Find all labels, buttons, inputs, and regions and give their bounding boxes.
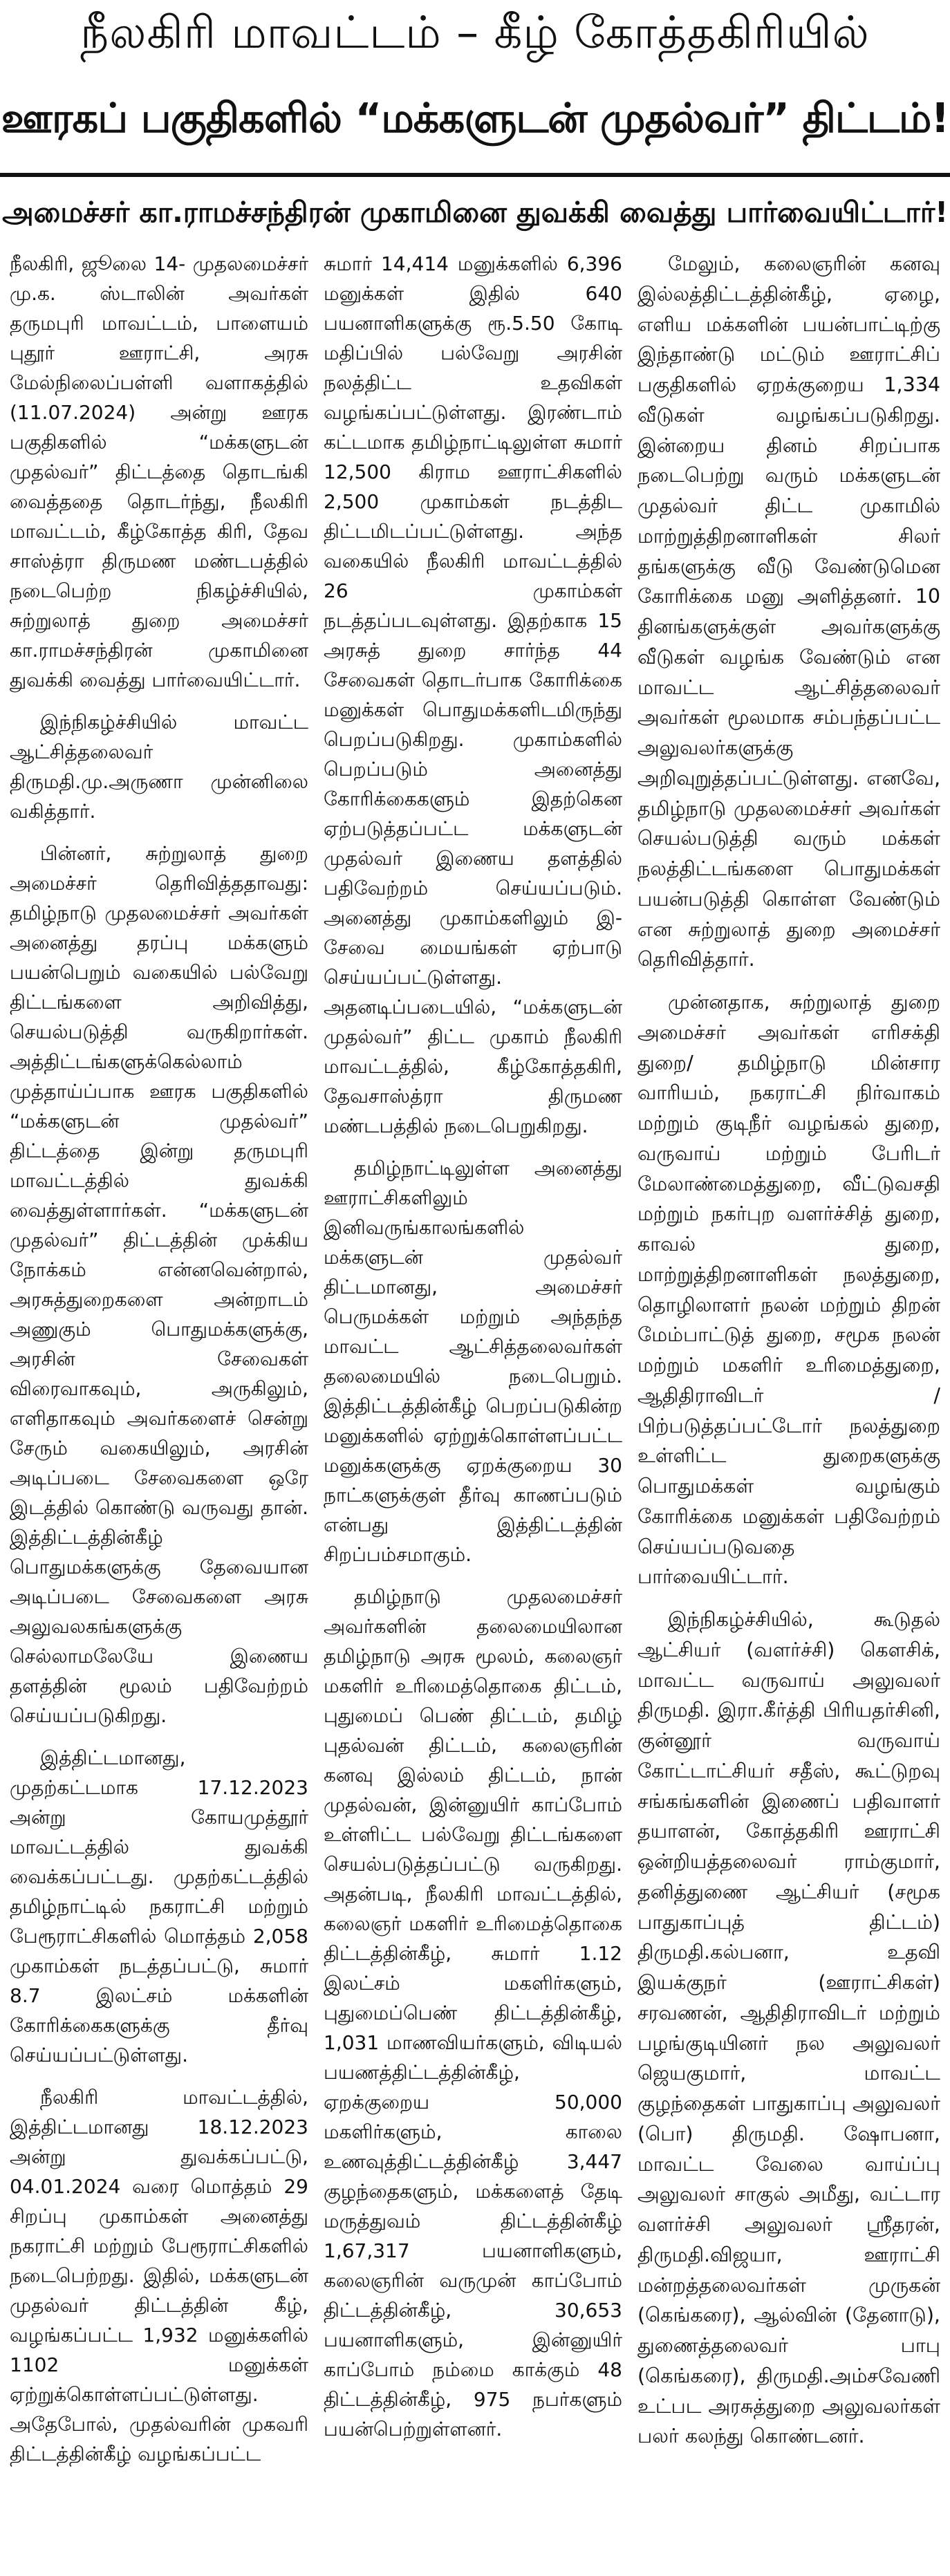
main-headline: ஊரகப் பகுதிகளில் “மக்களுடன் முதல்வர்” திட்டம்! [1, 93, 949, 142]
article-column-2 [324, 249, 622, 2565]
paragraph: பின்னர், சுற்றுலாத் துறை அமைச்சர் தெரிவித்ததாவது: தமிழ்நாடு முதலமைச்சர் அவர்கள் அனைத்து தரப்பு மக்களும் பயன்பெறும் வகையில் பல்வேறு திட்டங்களை அறிவித்து, செயல்படுத்தி வருகிறார்கள். அத்திட்டங்களுக்கெல்லாம் முத்தாய்ப்பாக ஊரக பகுதிகளில் “மக்களுடன் முதல்வர்” திட்டத்தை இன்று தருமபுரி மாவட்டத்தில் துவக்கி வைத்துள்ளார்கள். “மக்களுடன் முதல்வர்” திட்டத்தின் முக்கிய நோக்கம் என்னவென்றால், அரசுத்துறைகளை அன்றாடம் அணுகும் பொதுமக்களுக்கு, அரசின் சேவைகள் விரைவாகவும், அருகிலும், எளிதாகவும் அவர்களைச் சென்று சேரும் வகையிலும், அரசின் அடிப்படை சேவைகளை ஒரே இடத்தில் கொண்டு வருவது தான். இத்திட்டத்தின்கீழ் பொதுமக்களுக்கு தேவையான அடிப்படை சேவைகளை அரசு அலுவலகங்களுக்கு செல்லாமலேயே இணைய தளத்தின் மூலம் பதிவேற்றம் செய்யப்படுகிறது. [10, 842, 308, 1727]
paragraph: முன்னதாக, சுற்றுலாத் துறை அமைச்சர் அவர்கள் எரிசக்தி துறை/ தமிழ்நாடு மின்சார வாரியம், நகராட்சி நிர்வாகம் மற்றும் குடிநீர் வழங்கல் துறை, வருவாய் மற்றும் பேரிடர் மேலாண்மைத்துறை, வீட்டுவசதி மற்றும் நகர்புற வளர்ச்சித் துறை, காவல் துறை, மாற்றுத்திறனாளிகள் நலத்துறை, தொழிலாளர் நலன் மற்றும் திறன் மேம்பாட்டுத் துறை, சமூக நலன் மற்றும் மகளிர் உரிமைத்துறை, ஆதிதிராவிடர் / பிற்படுத்தப்பட்டோர் நலத்துறை உள்ளிட்ட துறைகளுக்கு பொதுமக்கள் வழங்கும் கோரிக்கை மனுக்கள் பதிவேற்றம் செய்யப்படுவதை பார்வையிட்டார். [637, 991, 940, 1589]
kicker-headline: நீலகிரி மாவட்டம் – கீழ் கோத்தகிரியில் [80, 8, 870, 59]
paragraph: நீலகிரி மாவட்டத்தில், இத்திட்டமானது 18.12.2023 அன்று துவக்கப்பட்டு, 04.01.2024 வரை மொத்தம் 29 சிறப்பு முகாம்கள் அனைத்து நகராட்சி மற்றும் பேரூராட்சிகளில் நடைபெற்றது. இதில், மக்களுடன் முதல்வர் திட்டத்தின் கீழ், வழங்கப்பட்ட 1,932 மனுக்களில் 1102 மனுக்கள் ஏற்றுக்கொள்ளப்பட்டுள்ளது. அதேபோல், முதல்வரின் முகவரி திட்டத்தின்கீழ் வழங்கப்பட்ட [10, 2086, 308, 2465]
paragraph: தமிழ்நாட்டிலுள்ள அனைத்து ஊராட்சிகளிலும் இனிவருங்காலங்களில் மக்களுடன் முதல்வர் திட்டமானது, அமைச்சர் பெருமக்கள் மற்றும் அந்தந்த மாவட்ட ஆட்சித்தலைவர்கள் தலைமையில் நடைபெறும். இத்திட்டத்தின்கீழ் பெறப்படுகின்ற மனுக்களில் ஏற்றுக்கொள்ளப்பட்ட மனுக்களுக்கு ஏறக்குறைய 30 நாட்களுக்குள் தீர்வு காணப்படும் என்பது இத்திட்டத்தின் சிறப்பம்சமாகும். [324, 1157, 622, 1566]
paragraph: இத்திட்டமானது, முதற்கட்டமாக 17.12.2023 அன்று கோயமுத்தூர் மாவட்டத்தில் துவக்கி வைக்கப்பட்டது. முதற்கட்டத்தில் தமிழ்நாட்டில் நகராட்சி மற்றும் பேரூராட்சிகளில் மொத்தம் 2,058 முகாம்கள் நடத்தப்பட்டு, சுமார் 8.7 இலட்சம் மக்களின் கோரிக்கைகளுக்கு தீர்வு செய்யப்பட்டுள்ளது. [10, 1746, 308, 2066]
paragraph: இந்நிகழ்ச்சியில் மாவட்ட ஆட்சித்தலைவர் திருமதி.மு.அருணா முன்னிலை வகித்தார். [10, 711, 308, 823]
paragraph: சுமார் 14,414 மனுக்களில் 6,396 மனுக்கள் இதில் 640 பயனாளிகளுக்கு ரூ.5.50 கோடி மதிப்பில் பல்வேறு அரசின் நலத்திட்ட உதவிகள் வழங்கப்பட்டுள்ளது. இரண்டாம் கட்டமாக தமிழ்நாட்டிலுள்ள சுமார் 12,500 கிராம ஊராட்சிகளில் 2,500 முகாம்கள் நடத்திட திட்டமிடப்பட்டுள்ளது. அந்த வகையில் நீலகிரி மாவட்டத்தில் 26 முகாம்கள் நடத்தப்படவுள்ளது. இதற்காக 15 அரசுத் துறை சார்ந்த 44 சேவைகள் தொடர்பாக கோரிக்கை மனுக்கள் பொதுமக்களிடமிருந்து பெறப்படுகிறது. முகாம்களில் பெறப்படும் அனைத்து கோரிக்கைகளும் இதற்கென ஏற்படுத்தப்பட்ட மக்களுடன் முதல்வர் இணைய தளத்தில் பதிவேற்றம் செய்யப்படும். அனைத்து முகாம்களிலும் இ-சேவை மையங்கள் ஏற்பாடு செய்யப்பட்டுள்ளது. அதனடிப்படையில், “மக்களுடன் முதல்வர்” திட்ட முகாம் நீலகிரி மாவட்டத்தில், கீழ்கோத்தகிரி, தேவசாஸ்த்ரா திருமண மண்டபத்தில் நடைபெறுகிறது. [324, 252, 622, 1137]
article-column-1 [10, 249, 308, 2565]
headline-divider [0, 173, 950, 177]
article-body [0, 249, 950, 2565]
article-column-3 [637, 249, 940, 2565]
sub-headline: அமைச்சர் கா.ராமச்சந்திரன் முகாமினை துவக்கி வைத்து பார்வையிட்டார்! [2, 196, 948, 229]
paragraph: நீலகிரி, ஜூலை 14- முதலமைச்சர் மு.க. ஸ்டாலின் அவர்கள் தருமபுரி மாவட்டம், பாளையம் புதூர் ஊராட்சி, அரசு மேல்நிலைப்பள்ளி வளாகத்தில் (11.07.2024) அன்று ஊரக பகுதிகளில் “மக்களுடன் முதல்வர்” திட்டத்தை தொடங்கி வைத்ததை தொடர்ந்து, நீலகிரி மாவட்டம், கீழ்கோத்த கிரி, தேவ சாஸ்த்ரா திருமண மண்டபத்தில் நடைபெற்ற நிகழ்ச்சியில், சுற்றுலாத் துறை அமைச்சர் கா.ராமச்சந்திரன் முகாமினை துவக்கி வைத்து பார்வையிட்டார். [10, 252, 308, 691]
paragraph: மேலும், கலைஞரின் கனவு இல்லத்திட்டத்தின்கீழ், ஏழை, எளிய மக்களின் பயன்பாட்டிற்கு இந்தாண்டு மட்டும் ஊராட்சிப் பகுதிகளில் ஏறக்குறைய 1,334 வீடுகள் வழங்கப்படுகிறது. இன்றைய தினம் சிறப்பாக நடைபெற்று வரும் மக்களுடன் முதல்வர் திட்ட முகாமில் மாற்றுத்திறனாளிகள் சிலர் தங்களுக்கு வீடு வேண்டுமென கோரிக்கை மனு அளித்தனர். 10 தினங்களுக்குள் அவர்களுக்கு வீடுகள் வழங்க வேண்டும் என மாவட்ட ஆட்சித்தலைவர் அவர்கள் மூலமாக சம்பந்தப்பட்ட அலுவலர்களுக்கு அறிவுறுத்தப்பட்டுள்ளது. எனவே, தமிழ்நாடு முதலமைச்சர் அவர்கள் செயல்படுத்தி வரும் மக்கள் நலத்திட்டங்களை பொதுமக்கள் பயன்படுத்தி கொள்ள வேண்டும் என சுற்றுலாத் துறை அமைச்சர் தெரிவித்தார். [637, 252, 940, 971]
paragraph: இந்நிகழ்ச்சியில், கூடுதல் ஆட்சியர் (வளர்ச்சி) கௌசிக், மாவட்ட வருவாய் அலுவலர் திருமதி. இரா.கீர்த்தி பிரியதர்சினி, குன்னூர் வருவாய் கோட்டாட்சியர் சதீஸ், கூட்டுறவு சங்கங்களின் இணைப் பதிவாளர் தயாளன், கோத்தகிரி ஊராட்சி ஒன்றியத்தலைவர் ராம்குமார், தனித்துணை ஆட்சியர் (சமூக பாதுகாப்புத் திட்டம்) திருமதி.கல்பனா, உதவி இயக்குநர் (ஊராட்சிகள்) சரவணன், ஆதிதிராவிடர் மற்றும் பழங்குடியினர் நல அலுவலர் ஜெயகுமார், மாவட்ட குழந்தைகள் பாதுகாப்பு அலுவலர் (பொ) திருமதி. ஷோபனா, மாவட்ட வேலை வாய்ப்பு அலுவலர் சாகுல் அமீது, வட்டார வளர்ச்சி அலுவலர் ஸ்ரீதரன், திருமதி.விஜயா, ஊராட்சி மன்றத்தலைவர்கள் முருகன் (கெங்கரை), ஆல்வின் (தேனாடு), துணைத்தலைவர் பாபு (கெங்கரை), திருமதி.அம்சவேணி உட்பட அரசுத்துறை அலுவலர்கள் பலர் கலந்து கொண்டனர். [637, 1608, 940, 2448]
paragraph: தமிழ்நாடு முதலமைச்சர் அவர்களின் தலைமையிலான தமிழ்நாடு அரசு மூலம், கலைஞர் மகளிர் உரிமைத்தொகை திட்டம், புதுமைப் பெண் திட்டம், தமிழ் புதல்வன் திட்டம், கலைஞரின் கனவு இல்லம் திட்டம், நான் முதல்வன், இன்னுயிர் காப்போம் உள்ளிட்ட பல்வேறு திட்டங்களை செயல்படுத்தப்பட்டு வருகிறது. அதன்படி, நீலகிரி மாவட்டத்தில், கலைஞர் மகளிர் உரிமைத்தொகை திட்டத்தின்கீழ், சுமார் 1.12 இலட்சம் மகளிர்களும், புதுமைப்பெண் திட்டத்தின்கீழ், 1,031 மாணவியர்களும், விடியல் பயணத்திட்டத்தின்கீழ், ஏறக்குறைய 50,000 மகளிர்களும், காலை உணவுத்திட்டத்தின்கீழ் 3,447 குழந்தைகளும், மக்களைத் தேடி மருத்துவம் திட்டத்தின்கீழ் 1,67,317 பயனாளிகளும், கலைஞரின் வருமுன் காப்போம் திட்டத்தின்கீழ், 30,653 பயனாளிகளும், இன்னுயிர் காப்போம் நம்மை காக்கும் 48 திட்டத்தின்கீழ், 975 நபர்களும் பயன்பெற்றுள்ளனர். [324, 1585, 622, 2440]
